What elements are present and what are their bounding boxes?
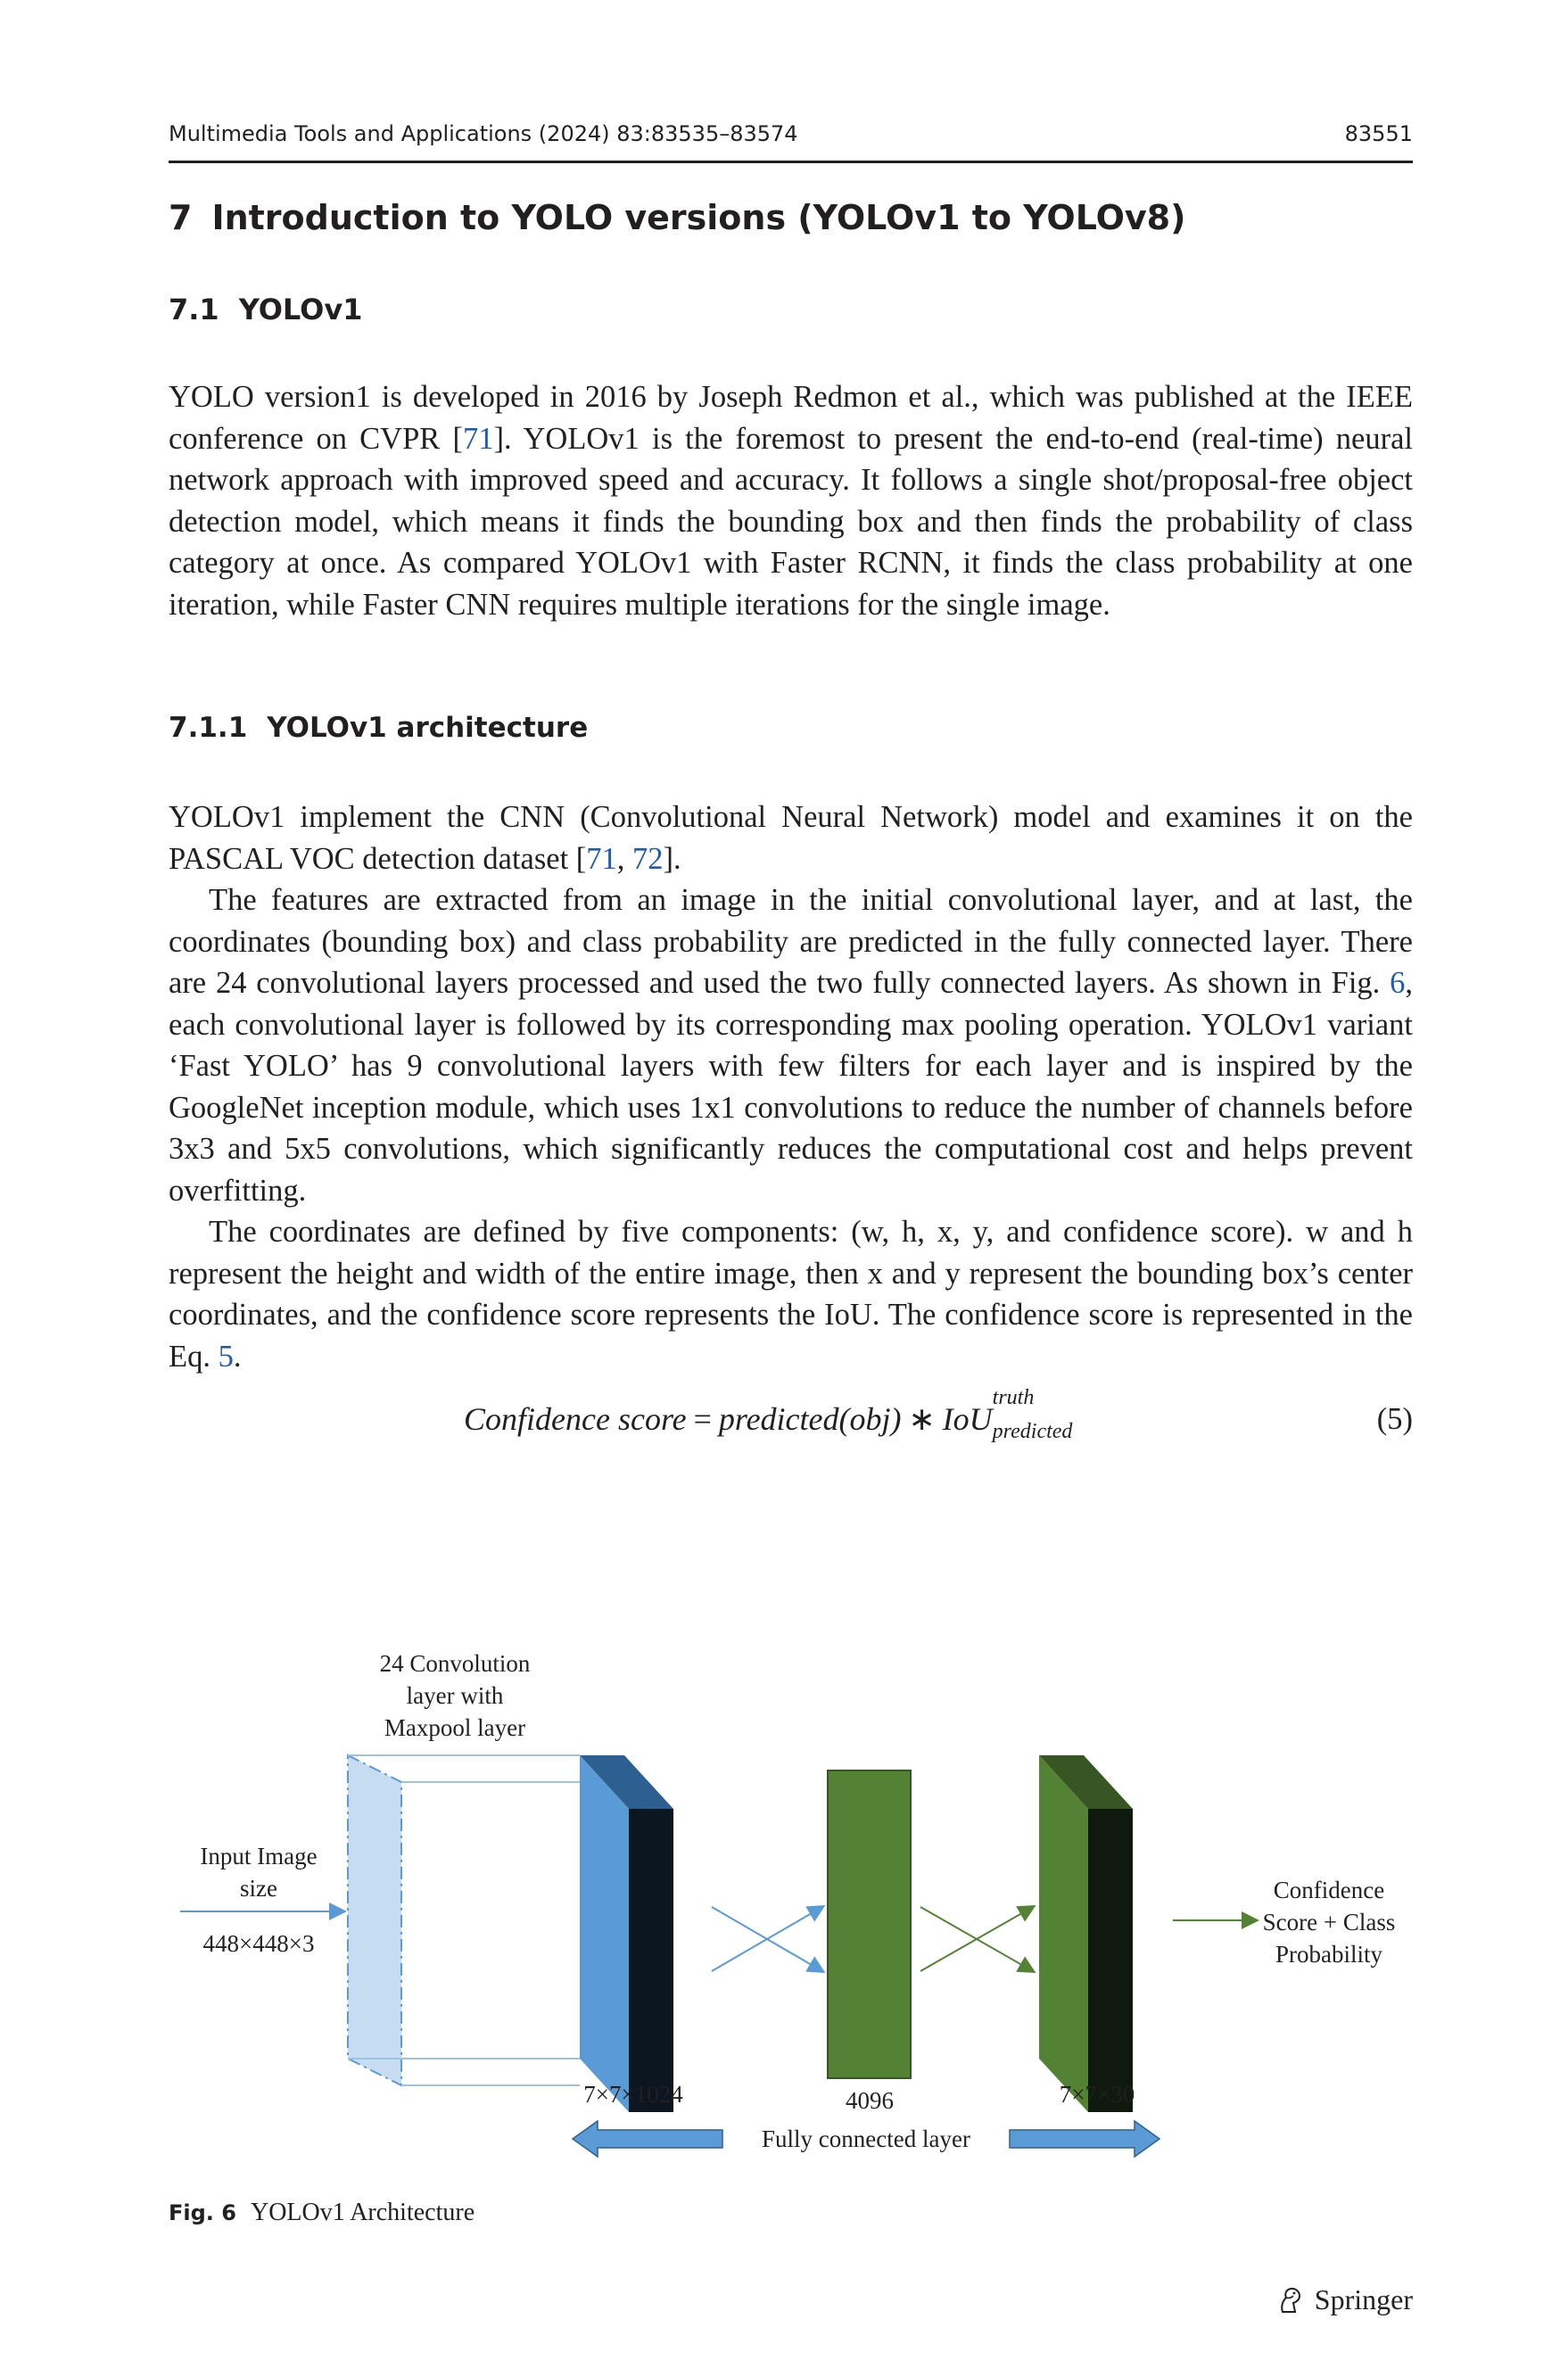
subsubsection-heading [169,712,588,744]
subsection-title: YOLOv1 [238,293,363,326]
label-line: Input Image [200,1843,318,1869]
text-run: . [233,1339,242,1374]
text-run: The coordinates are defined by five components: (w, h, x, y, and confidence score). w and h represent the height and width of the entire image, then x and y represent the bounding box’s center coordinates, and the confidence score represents the IoU. The confidence score is represented in the Eq. [169,1215,1413,1374]
label-input [187,1840,330,1904]
equation-confidence-score [464,1386,1073,1443]
label-output [1240,1874,1418,1970]
section-number: 7 [169,198,193,237]
label-final-size: 7×7×30 [1059,2081,1135,2108]
iou-symbol: IoU [942,1401,993,1437]
caption-label: Fig. 6 [169,2200,236,2225]
paragraph-features [169,879,1413,1211]
iou-subscript: predicted [992,1420,1073,1443]
text-run: YOLO version1 is developed in 2016 by Joseph Redmon et al., which was published at the IEEE conference on CVPR [ [169,380,1413,456]
label-fully-connected: Fully connected layer [762,2125,970,2152]
iou-superscript: truth [992,1386,1035,1409]
label-line: 24 Convolution [379,1650,531,1677]
citation-link-71[interactable]: 71 [462,421,494,456]
citation-link-72[interactable]: 72 [632,841,664,876]
label-conv-block [352,1647,557,1744]
figure-caption [169,2199,475,2227]
equation-equals: = [693,1401,712,1437]
fc-4096-block [828,1770,911,2078]
subsubsection-title: YOLOv1 architecture [267,712,589,744]
figure-link-6[interactable]: 6 [1390,966,1406,1000]
equation-lhs: Confidence score [464,1401,687,1437]
conv-block-front [580,1755,629,2112]
text-run: YOLOv1 implement the CNN (Convolutional Neural Network) model and examines it on the PASCAL VOC detection dataset [ [169,800,1413,876]
publisher-logo [1275,2283,1413,2316]
citation-link-71[interactable]: 71 [586,841,617,876]
paragraph-architecture-intro [169,796,1413,879]
equation-number: (5) [1376,1402,1413,1436]
label-line: size [240,1875,277,1902]
architecture-diagram [161,1637,1427,2172]
label-conv-out: 7×7×1024 [583,2081,683,2108]
figure-yolov1-architecture [161,1637,1427,2172]
label-line: Confidence [1273,1877,1385,1903]
equation-predicted: predicted(obj) [718,1401,902,1437]
text-run: , each convolutional layer is followed by its corresponding max pooling operation. YOLOv1 variant ‘Fast YOLO’ has 9 convolutional layers with few filters for each layer and is inspired by the GoogleNet inception module, which uses 1x1 convolutions to reduce the number of channels before 3x3 and 5x5 convolutions, which significantly reduces the computational cost and helps prevent overfitting. [169,966,1413,1208]
springer-horse-icon [1275,2285,1306,2315]
label-line: Probability [1275,1941,1382,1968]
equation-times: ∗ [908,1401,936,1437]
subsection-heading [169,293,363,326]
section-heading [169,198,1185,237]
journal-citation: Multimedia Tools and Applications (2024) 83:83535–83574 [169,121,798,146]
text-run: ]. [663,841,681,876]
output-block-side [1088,1809,1133,2112]
text-run: , [616,841,633,876]
section-title: Introduction to YOLO versions (YOLOv1 to YOLOv8) [211,198,1186,237]
text-run: The features are extracted from an image in the initial convolutional layer, and at last, the coordinates (bounding box) and class probability are predicted in the fully connected layer. There are 24 convolutional layers processed and used the two fully connected layers. As shown in Fig. [169,883,1413,1000]
label-line: Maxpool layer [384,1714,526,1741]
output-block-front [1039,1755,1088,2112]
label-line: Score + Class [1262,1909,1396,1935]
running-head [169,114,1413,163]
paragraph-yolov1-intro [169,376,1413,625]
paragraph-coordinates [169,1211,1413,1377]
subsubsection-number: 7.1.1 [169,712,248,744]
equation-link-5[interactable]: 5 [218,1339,234,1374]
page-number: 83551 [1344,121,1413,146]
equation-iou [942,1386,1073,1443]
fc-arrow-right [1010,2121,1159,2157]
caption-text: YOLOv1 Architecture [250,2199,475,2226]
text-run: ]. YOLOv1 is the foremost to present the end-to-end (real-time) neural network approach with improved speed and accuracy. It follows a single shot/proposal-free object detection model, which means it finds the bounding box and then finds the probability of class category at once. As compared YOLOv1 with Faster RCNN, it finds the class probability at one iteration, while Faster CNN requires multiple iterations for the single image. [169,421,1413,622]
label-line: layer with [406,1682,504,1709]
input-image-plane [348,1755,401,2085]
conv-block-side [629,1809,673,2112]
subsection-number: 7.1 [169,293,219,326]
publisher-name: Springer [1314,2283,1413,2315]
fc-arrow-left [573,2121,722,2157]
label-fc-size: 4096 [846,2087,894,2114]
label-input-size: 448×448×3 [202,1930,315,1957]
